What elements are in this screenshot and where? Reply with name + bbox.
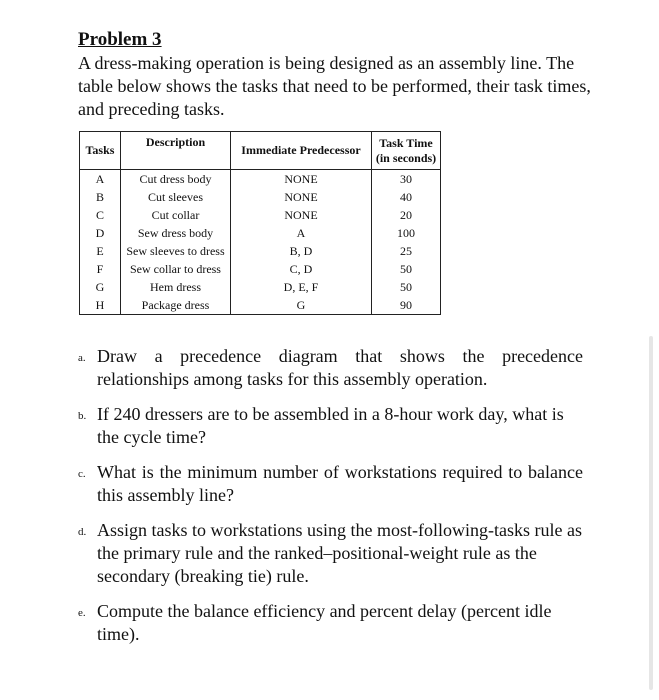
cell-time: 25	[372, 242, 441, 260]
question-text: Assign tasks to workstations using the most-following-tasks rule as the primary rule and the ranked–positional-weight rule as the secondary (breaking tie) rule.	[97, 520, 582, 586]
table-row	[80, 278, 441, 296]
header-predecessor: Immediate Predecessor	[231, 132, 372, 170]
problem-intro: A dress-making operation is being designed as an assembly line. The table below shows the tasks that need to be performed, their task times, and preceding tasks.	[78, 53, 591, 119]
cell-predecessor: C, D	[231, 260, 372, 278]
header-description: Description	[121, 132, 231, 170]
header-task-time-line1: Task Time	[379, 135, 433, 150]
table-row	[80, 224, 441, 242]
table-row	[80, 296, 441, 315]
question-letter: d.	[78, 526, 87, 538]
cell-description: Hem dress	[121, 278, 231, 296]
header-task-time-line2: (in seconds)	[375, 150, 437, 165]
question-letter: e.	[78, 607, 86, 619]
question-b	[78, 403, 583, 449]
header-task-time	[372, 132, 441, 170]
question-letter: c.	[78, 468, 86, 480]
cell-time: 50	[372, 278, 441, 296]
cell-task: A	[80, 170, 121, 189]
vertical-scrollbar[interactable]	[649, 336, 653, 690]
cell-time: 20	[372, 206, 441, 224]
question-c	[78, 461, 583, 507]
cell-task: F	[80, 260, 121, 278]
cell-task: D	[80, 224, 121, 242]
question-text: What is the minimum number of workstations required to balance this assembly line?	[97, 462, 583, 505]
cell-description: Sew dress body	[121, 224, 231, 242]
cell-description: Sew sleeves to dress	[121, 242, 231, 260]
cell-time: 30	[372, 170, 441, 189]
cell-time: 100	[372, 224, 441, 242]
question-list	[78, 345, 583, 658]
cell-description: Sew collar to dress	[121, 260, 231, 278]
cell-description: Package dress	[121, 296, 231, 315]
cell-time: 90	[372, 296, 441, 315]
question-letter: a.	[78, 352, 86, 364]
table-row	[80, 188, 441, 206]
question-d	[78, 519, 583, 588]
cell-task: G	[80, 278, 121, 296]
cell-time: 50	[372, 260, 441, 278]
cell-predecessor: G	[231, 296, 372, 315]
cell-predecessor: NONE	[231, 206, 372, 224]
task-table	[79, 131, 441, 315]
table-row	[80, 242, 441, 260]
cell-task: H	[80, 296, 121, 315]
cell-description: Cut dress body	[121, 170, 231, 189]
table-row	[80, 206, 441, 224]
table-row	[80, 170, 441, 189]
question-text: If 240 dressers are to be assembled in a 8-hour work day, what is the cycle time?	[97, 404, 564, 447]
cell-predecessor: D, E, F	[231, 278, 372, 296]
cell-predecessor: NONE	[231, 170, 372, 189]
cell-predecessor: NONE	[231, 188, 372, 206]
question-text: Draw a precedence diagram that shows the precedence relationships among tasks for this assembly operation.	[97, 346, 583, 389]
question-text: Compute the balance efficiency and percent delay (percent idle time).	[97, 601, 552, 644]
cell-predecessor: B, D	[231, 242, 372, 260]
question-a	[78, 345, 583, 391]
header-tasks: Tasks	[80, 132, 121, 170]
problem-title: Problem 3	[78, 29, 162, 50]
cell-predecessor: A	[231, 224, 372, 242]
table-row	[80, 260, 441, 278]
question-e	[78, 600, 583, 646]
cell-time: 40	[372, 188, 441, 206]
cell-description: Cut sleeves	[121, 188, 231, 206]
cell-task: C	[80, 206, 121, 224]
cell-description: Cut collar	[121, 206, 231, 224]
question-letter: b.	[78, 410, 87, 422]
table-header-row	[80, 132, 441, 170]
cell-task: E	[80, 242, 121, 260]
cell-task: B	[80, 188, 121, 206]
